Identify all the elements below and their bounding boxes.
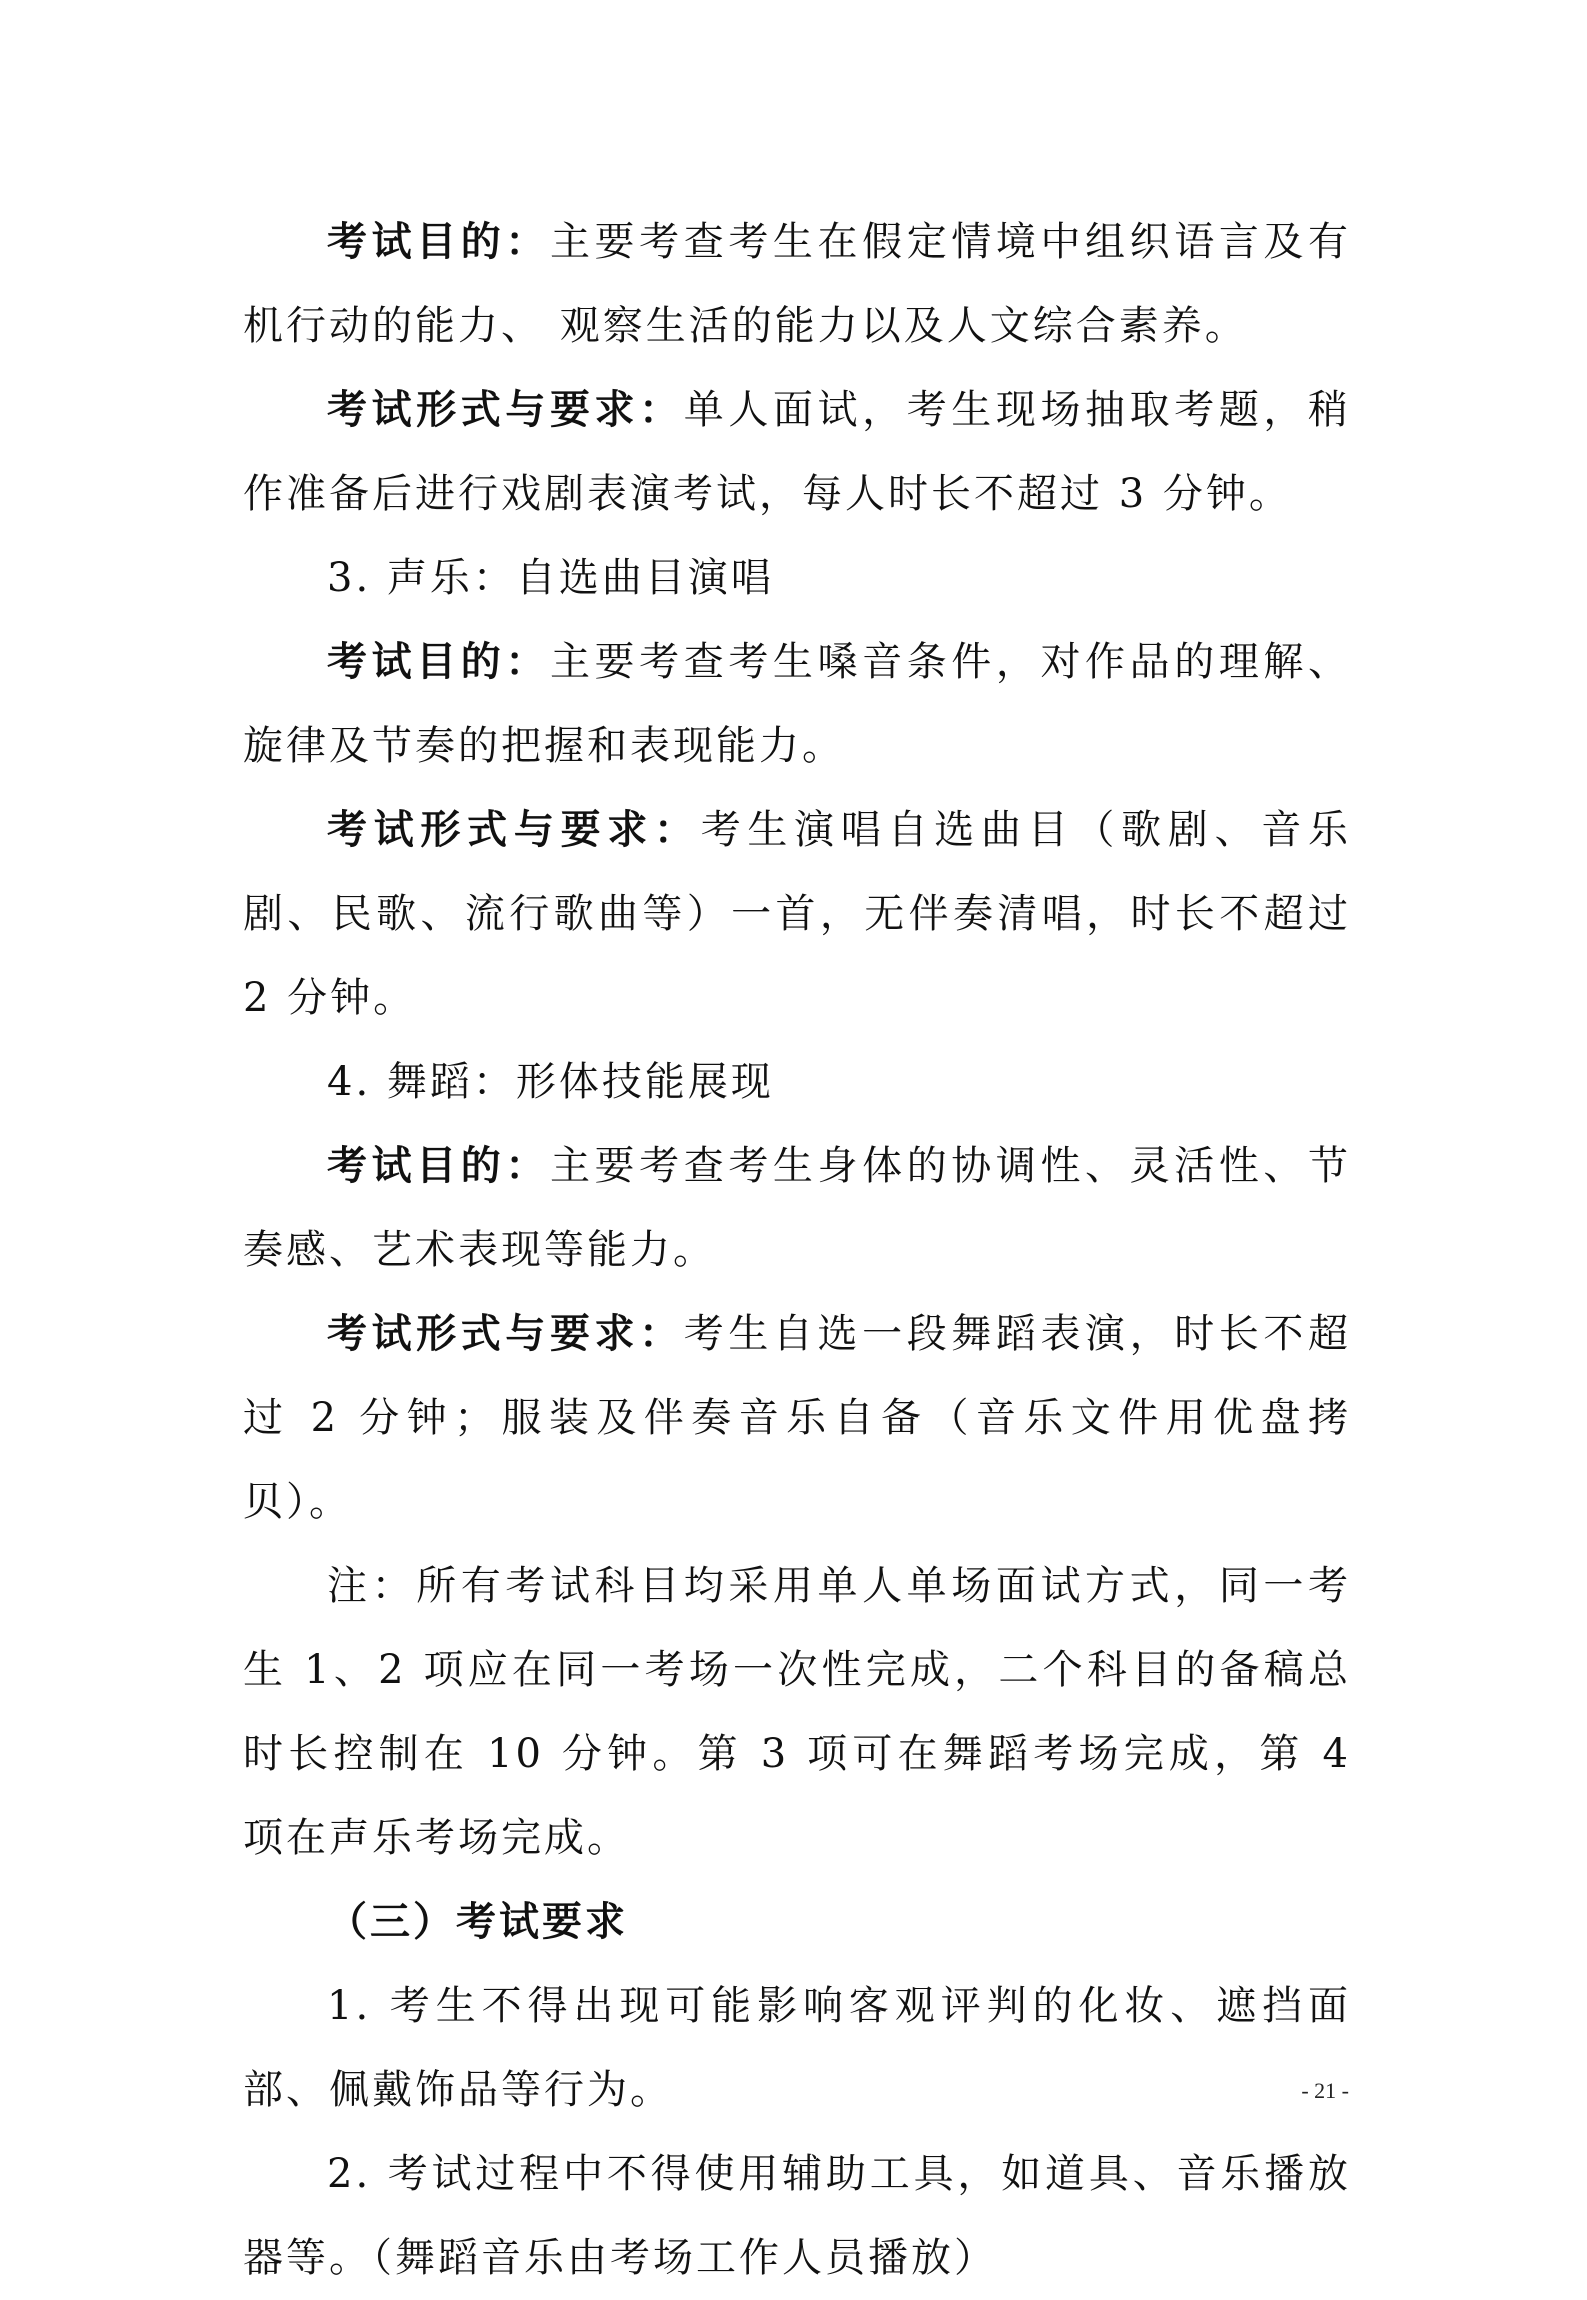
paragraph-exam-purpose-2 [243,620,1351,788]
label-exam-purpose: 考试目的： [327,219,550,265]
heading-dance [243,1040,1351,1124]
paragraph-exam-purpose-3 [243,1124,1351,1292]
label-exam-purpose: 考试目的： [327,639,550,685]
paragraph-text: 主要考查考生在假定情境中组织语言及有机行动的能力、 观察生活的能力以及人文综合素养。 [243,219,1352,349]
heading-vocal-music [243,536,1351,620]
heading-text: 4. 舞蹈：形体技能展现 [327,1059,774,1105]
paragraph-text: 1. 考生不得出现可能影响客观评判的化妆、遮挡面部、佩戴饰品等行为。 [243,1983,1351,2113]
label-exam-format: 考试形式与要求： [327,1311,684,1357]
document-body [243,200,1351,2300]
paragraph-requirement-2 [243,2132,1351,2300]
section-heading-exam-requirements [243,1880,1351,1964]
paragraph-text: 注：所有考试科目均采用单人单场面试方式，同一考生 1、2 项应在同一考场一次性完成，二个科目的备稿总时长控制在 10 分钟。第 3 项可在舞蹈考场完成，第 4 项在声乐考场完成。 [243,1563,1351,1861]
label-exam-format: 考试形式与要求： [327,807,701,853]
paragraph-note [243,1544,1351,1880]
paragraph-requirement-1 [243,1964,1351,2132]
paragraph-exam-format-1 [243,368,1351,536]
paragraph-text: 单人面试，考生现场抽取考题，稍作准备后进行戏剧表演考试，每人时长不超过 3 分钟。 [243,387,1352,517]
label-exam-format: 考试形式与要求： [327,387,684,433]
paragraph-text: 2. 考试过程中不得使用辅助工具，如道具、音乐播放器等。（舞蹈音乐由考场工作人员播放） [243,2151,1351,2281]
paragraph-exam-format-2 [243,788,1351,1040]
paragraph-text: 考生自选一段舞蹈表演，时长不超过 2 分钟；服装及伴奏音乐自备（音乐文件用优盘拷贝）。 [243,1311,1352,1525]
paragraph-exam-purpose-1 [243,200,1351,368]
label-exam-purpose: 考试目的： [327,1143,550,1189]
paragraph-text: 主要考查考生身体的协调性、灵活性、节奏感、艺术表现等能力。 [243,1143,1352,1273]
paragraph-text: 考生演唱自选曲目（歌剧、音乐剧、民歌、流行歌曲等）一首，无伴奏清唱，时长不超过 2 分钟。 [243,807,1352,1021]
heading-text: 3. 声乐：自选曲目演唱 [327,555,774,601]
paragraph-text: 主要考查考生嗓音条件，对作品的理解、旋律及节奏的把握和表现能力。 [243,639,1352,769]
page-number: - 21 - [1301,2078,1349,2103]
paragraph-exam-format-3 [243,1292,1351,1544]
heading-text: （三）考试要求 [327,1899,628,1945]
